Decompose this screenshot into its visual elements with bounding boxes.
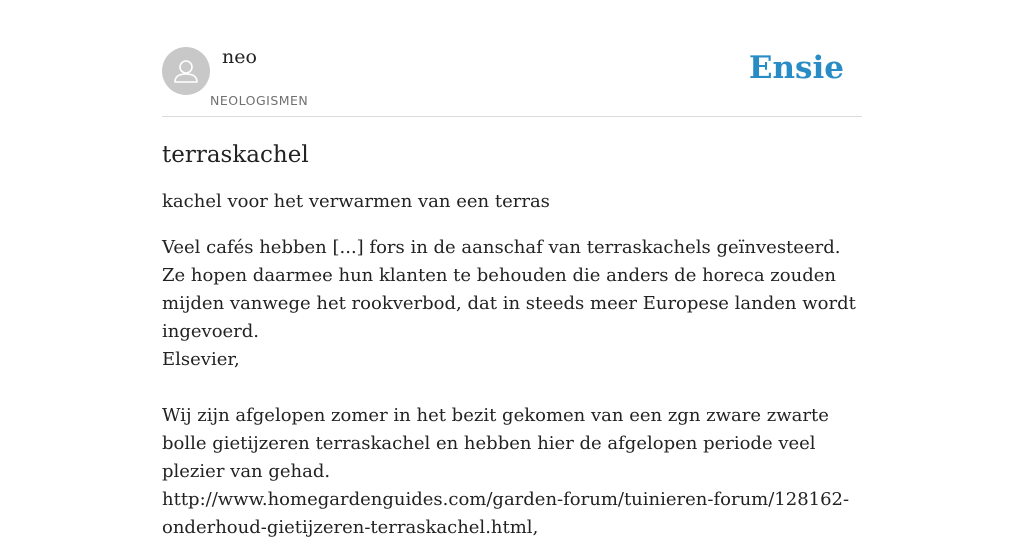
avatar[interactable]: [162, 47, 210, 95]
author-name[interactable]: neo: [222, 46, 257, 68]
header: [162, 0, 862, 117]
entry-title: terraskachel: [162, 142, 309, 168]
entry-content: [162, 136, 862, 542]
entry-example: Veel cafés hebben [...] fors in de aanschaf van terraskachels geïnvesteerd. Ze hopen daarmee hun klanten te behouden die anders de horeca zouden mijden vanwege het rookverbod, dat in steeds meer Europese landen wordt ingevoerd. Elsevier, Wij zijn afgelopen zomer in het bezit gekomen van een zgn zware zwarte bolle gietijzeren terraskachel en hebben hier de afgelopen periode veel plezier van gehad. http://www.homegardenguides.com/garden-forum/tuinieren-forum/128162-onderhoud-gietijzeren-terraskachel.html,: [162, 237, 856, 538]
user-icon: [162, 47, 210, 95]
entry-definition: kachel voor het verwarmen van een terras: [162, 191, 550, 212]
category-label[interactable]: NEOLOGISMEN: [210, 93, 309, 108]
brand-logo[interactable]: Ensie: [748, 50, 844, 86]
